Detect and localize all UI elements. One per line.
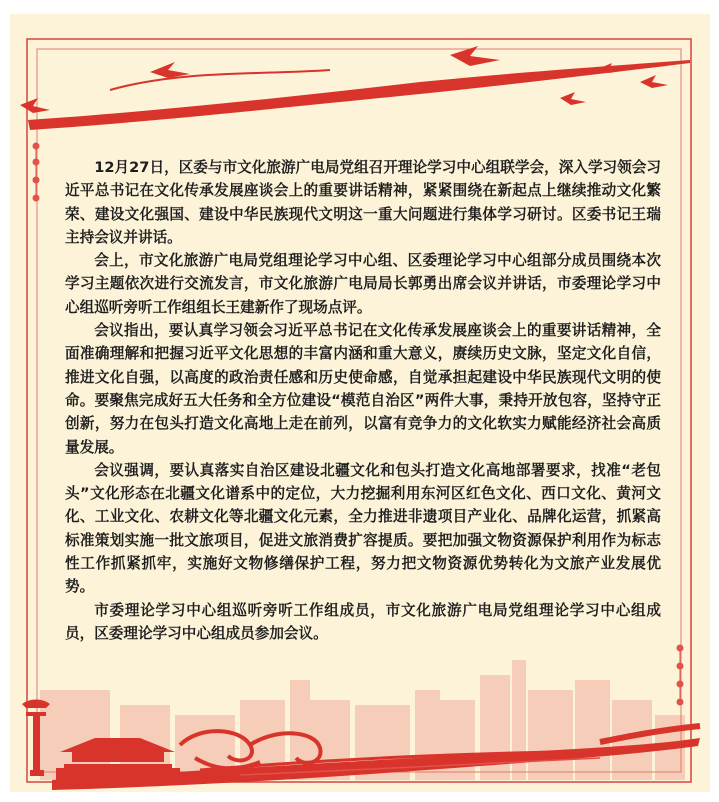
article-paragraph: 市委理论学习中心组巡听旁听工作组成员，市文化旅游广电局党组理论学习中心组成员，区委理论学习中心组成员参加会议。	[65, 601, 661, 642]
article-paragraph: 会议强调，要认真落实自治区建设北疆文化和包头打造文化高地部署要求，找准“老包头”文化形态在北疆文化谱系中的定位，大力挖掘利用东河区红色文化、西口文化、黄河文化、工业文化、农耕文化等北疆文化元素，全力推进非遗项目产业化、品牌化运营，抓紧高标准策划实施一批文旅项目，促进文旅消费扩容提质。要把加强文物资源保护利用作为标志性工作抓紧抓牢，实施好文物修缮保护工程，努力把文物资源优势转化为文旅产业发展优势。	[65, 461, 661, 596]
article-paragraph: 12月27日，区委与市文化旅游广电局党组召开理论学习中心组联学会，深入学习领会习近平总书记在文化传承发展座谈会上的重要讲话精神，紧紧围绕在新起点上继续推动文化繁荣、建设文化强国、建设中华民族现代文明这一重大问题进行集体学习研讨。区委书记王瑞主持会议并讲话。	[65, 159, 661, 246]
article-body	[65, 156, 661, 645]
article-paragraph: 会上，市文化旅游广电局党组理论学习中心组、区委理论学习中心组部分成员围绕本次学习主题依次进行交流发言，市文化旅游广电局局长郭勇出席会议并讲话，市委理论学习中心组巡听旁听工作组组长王建新作了现场点评。	[65, 252, 661, 316]
left-dots	[33, 143, 40, 202]
top-brush-stroke	[28, 60, 690, 130]
article-paragraph: 会议指出，要认真学习领会习近平总书记在文化传承发展座谈会上的重要讲话精神，全面准确理解和把握习近平文化思想的丰富内涵和重大意义，赓续历史文脉，坚定文化自信，推进文化自强，以高度的政治责任感和历史使命感，自觉承担起建设中华民族现代文明的使命。要聚焦完成好五大任务和全方位建设“模范自治区”两件大事，秉持开放包容，坚持守正创新，努力在包头打造文化高地上走在前列，以富有竞争力的文化软实力赋能经济社会高质量发展。	[65, 322, 661, 456]
right-dots	[677, 645, 684, 706]
swallow-icon	[20, 46, 668, 113]
